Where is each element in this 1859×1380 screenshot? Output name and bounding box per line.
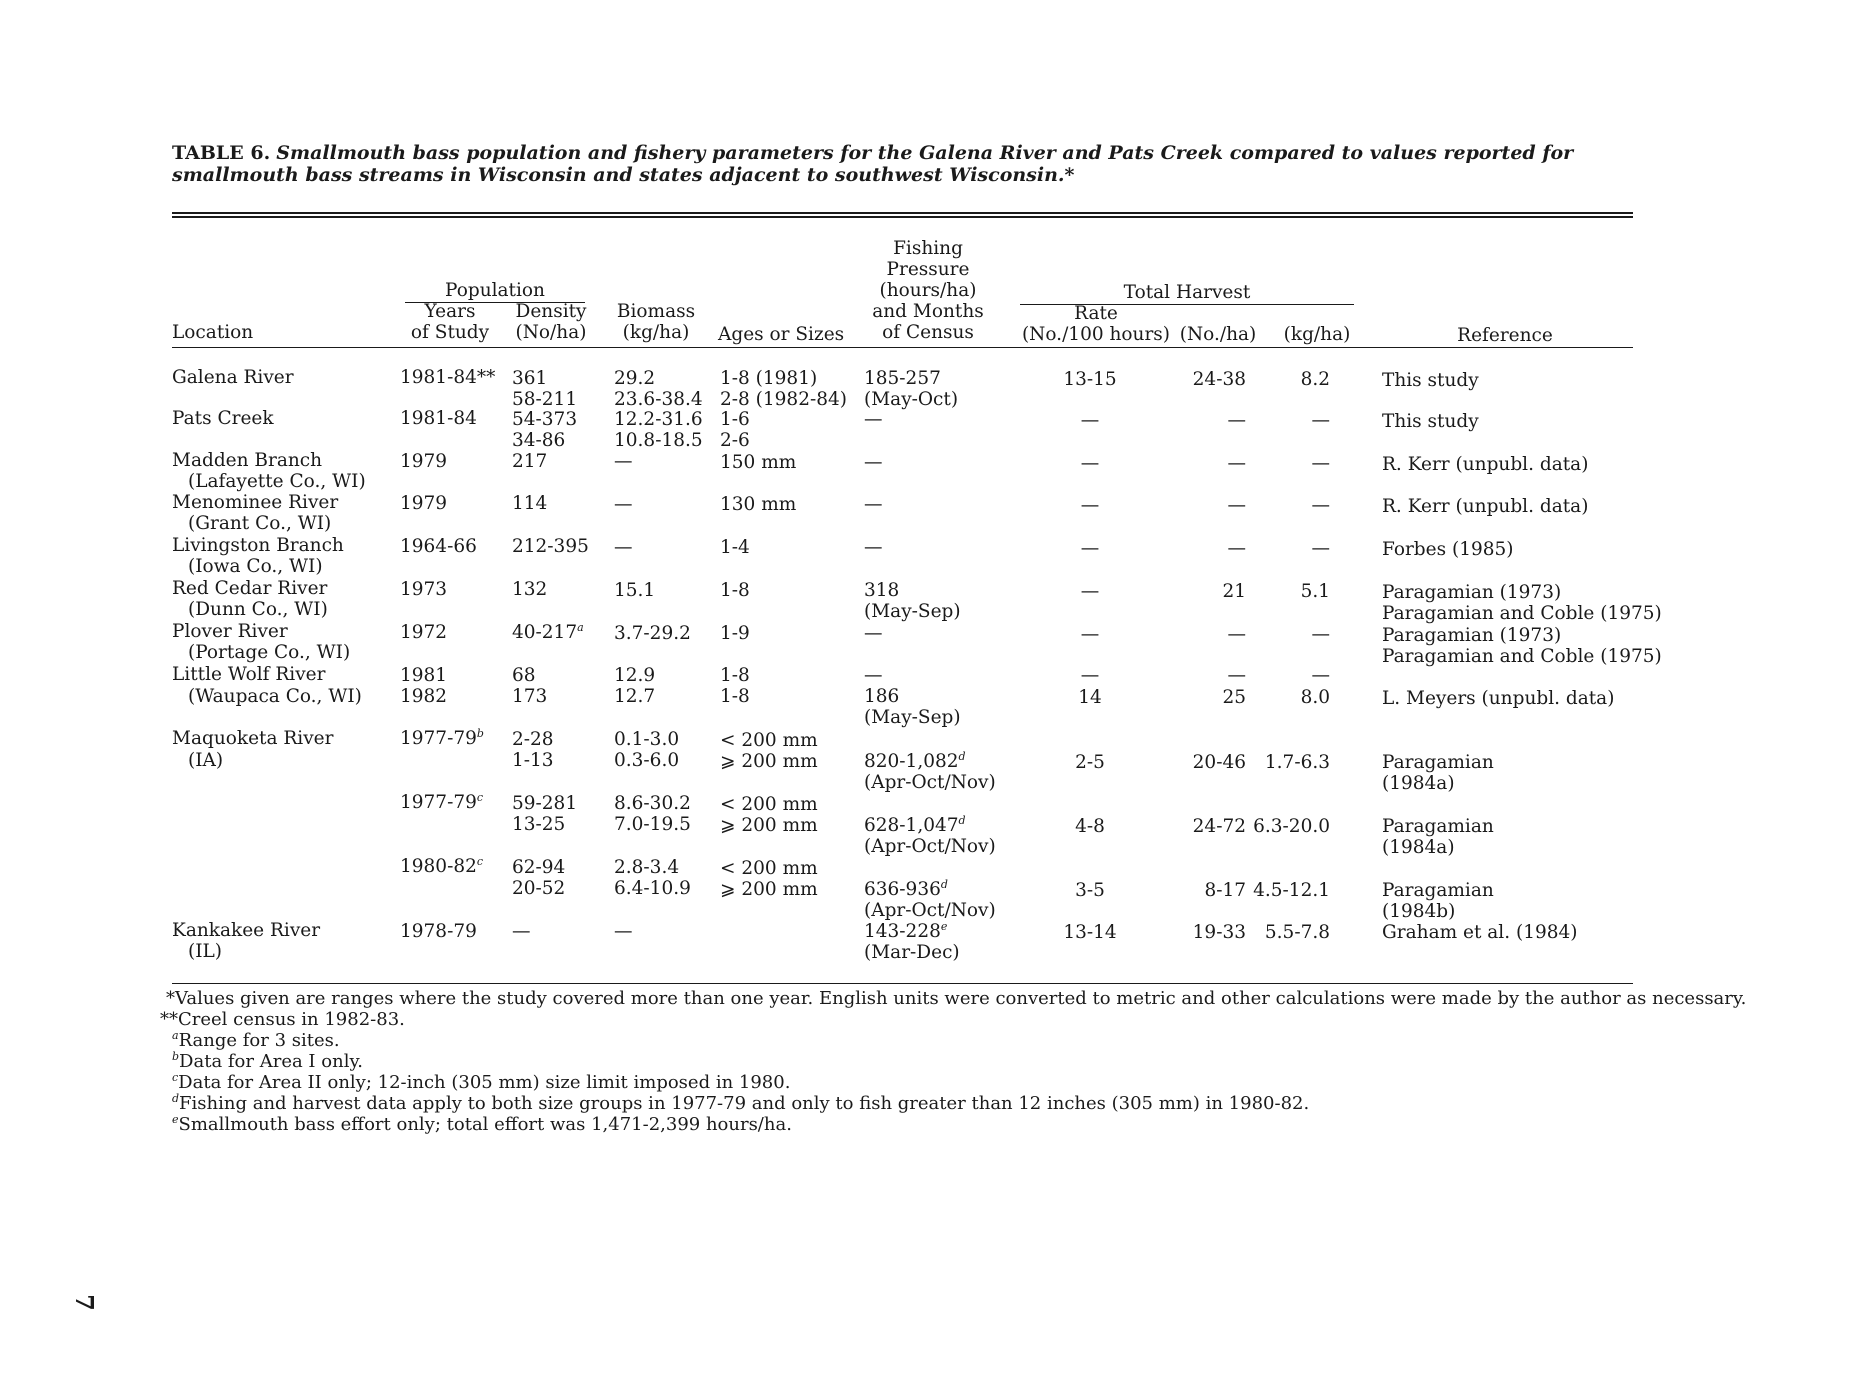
header-biomass-2: (kg/ha): [622, 322, 690, 343]
header-density-2: (No/ha): [515, 322, 587, 343]
header-fishing-1: Fishing: [893, 238, 963, 259]
footnote-mark: c: [476, 790, 484, 804]
header-noha: (No./ha): [1179, 324, 1257, 345]
bottom-rule: [172, 983, 1633, 984]
header-population: Population: [445, 280, 545, 301]
header-biomass-1: Biomass: [616, 301, 696, 322]
header-reference: Reference: [1457, 325, 1553, 346]
header-fishing-3: (hours/ha): [879, 280, 977, 301]
header-years-1: Years: [424, 301, 476, 322]
header-ages: Ages or Sizes: [718, 324, 845, 345]
top-rule-2: [172, 216, 1633, 218]
header-fishing-2: Pressure: [886, 259, 970, 280]
footnote: $^a$Range for 3 sites.: [172, 1029, 340, 1051]
header-fishing-4: and Months: [872, 301, 984, 322]
footnote-mark: d: [958, 749, 966, 763]
top-rule-1: [172, 212, 1633, 214]
header-years-2: of Study: [410, 322, 490, 343]
footnote: $^c$Data for Area II only; 12-inch (305 mm) size limit imposed in 1980.: [172, 1071, 791, 1093]
header-rule: [172, 347, 1633, 348]
header-kgha: (kg/ha): [1283, 324, 1351, 345]
header-fishing-5: of Census: [882, 322, 974, 343]
footnote: $^b$Data for Area I only.: [172, 1050, 363, 1072]
footnote-mark: a: [577, 620, 584, 634]
footnote-mark: c: [476, 854, 484, 868]
header-total-harvest: Total Harvest: [1123, 282, 1251, 303]
table-caption-text: Smallmouth bass population and fishery parameters for the Galena River and Pats Creek compared to values reported for smallmouth bass streams in Wisconsin and states adjacent to southwest Wisconsin.*: [172, 142, 1574, 186]
header-density-1: Density: [515, 301, 587, 322]
footnote: $^e$Smallmouth bass effort only; total effort was 1,471-2,399 hours/ha.: [172, 1113, 792, 1135]
footnote-mark: d: [940, 877, 948, 891]
page-number: 7: [69, 1294, 99, 1311]
footnote: *Values given are ranges where the study covered more than one year. English units were converted to metric and other calculations were made by the author as necessary.: [166, 988, 1747, 1009]
footnote-mark: e: [940, 919, 948, 933]
header-location: Location: [172, 322, 254, 343]
footnote-mark: d: [958, 813, 966, 827]
footnote-mark: b: [476, 726, 484, 740]
footnote: **Creel census in 1982-83.: [160, 1009, 405, 1030]
header-rate-2: (No./100 hours): [1021, 324, 1171, 345]
table-label: TABLE 6.: [172, 142, 271, 164]
table-caption: [172, 142, 1632, 186]
footnote: $^d$Fishing and harvest data apply to both size groups in 1977-79 and only to fish greater than 12 inches (305 mm) in 1980-82.: [172, 1092, 1310, 1114]
header-rate-1: Rate: [1074, 303, 1118, 324]
